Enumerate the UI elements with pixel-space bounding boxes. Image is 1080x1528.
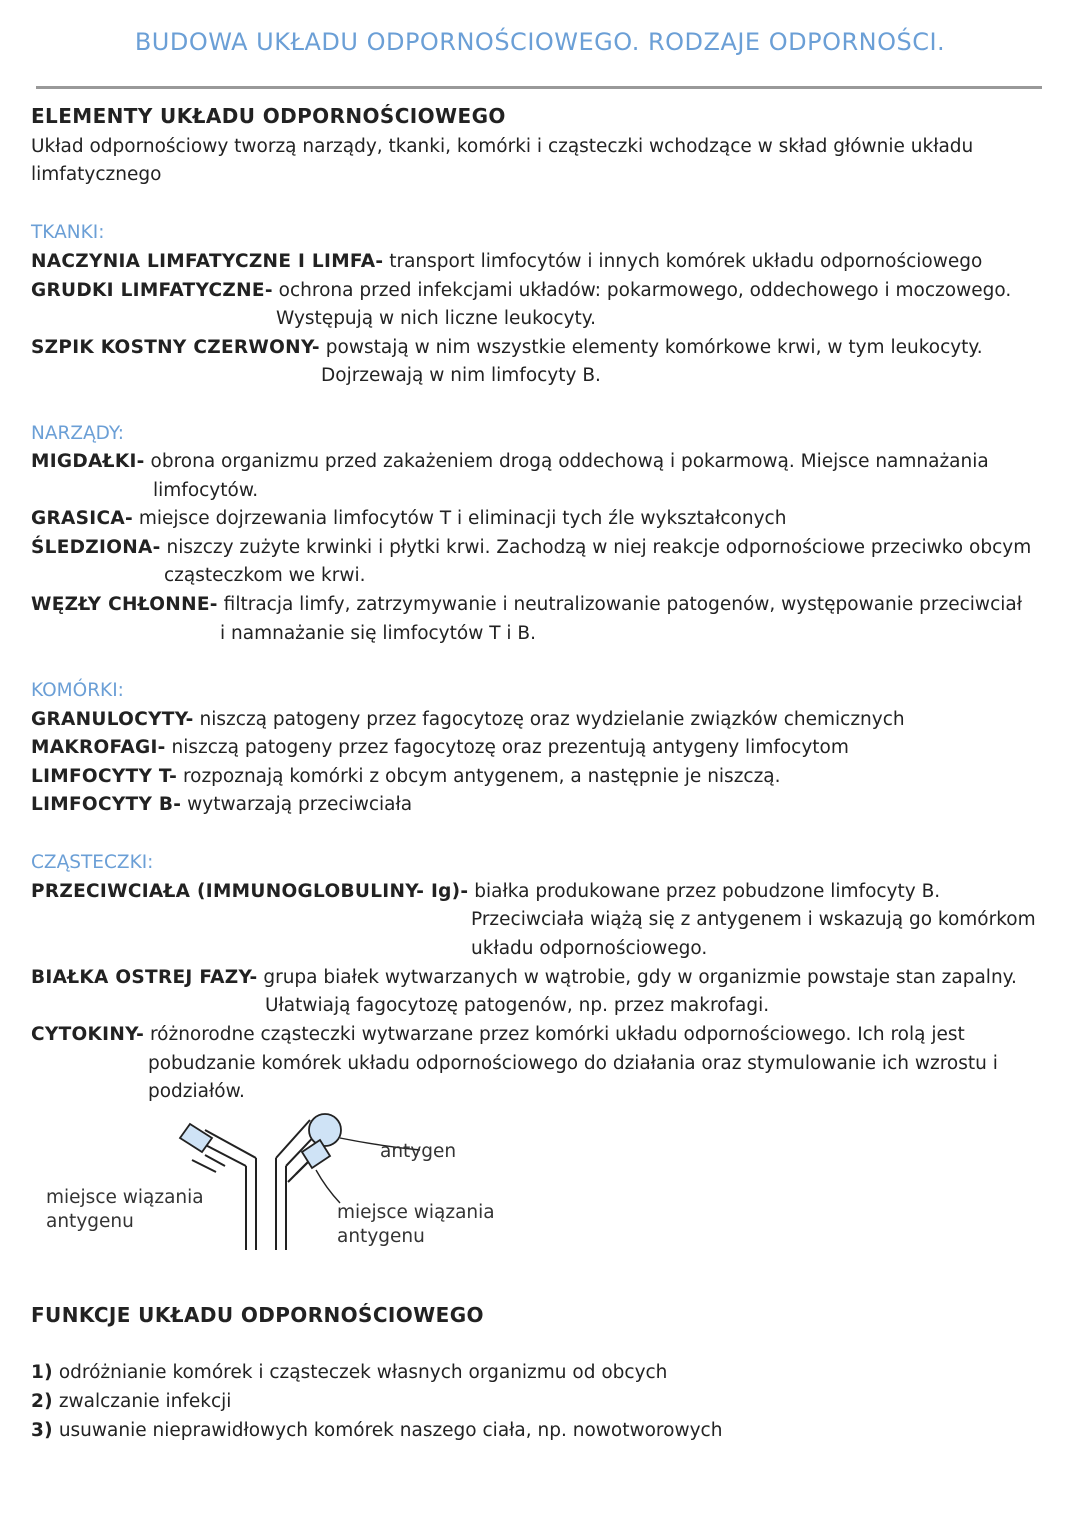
list-item — [31, 763, 781, 791]
intro-text-line-2: limfatycznego — [31, 164, 162, 185]
definition: grupa białek wytwarzanych w wątrobie, gdy w organizmie powstaje stan zapalny. — [257, 967, 1017, 988]
term: MAKROFAGI- — [31, 737, 166, 758]
term: BIAŁKA OSTREJ FAZY- — [31, 967, 258, 988]
term: SZPIK KOSTNY CZERWONY- — [31, 337, 320, 358]
definition-continuation: układu odpornościowego. — [471, 938, 708, 959]
list-item — [31, 734, 849, 762]
list-item — [31, 448, 989, 476]
category-label-komorki: KOMÓRKI: — [31, 680, 124, 701]
definition-continuation: Przeciwciała wiążą się z antygenem i wskazują go komórkom — [471, 909, 1036, 930]
term: GRASICA- — [31, 508, 133, 529]
list-item — [31, 706, 905, 734]
list-item — [31, 1417, 722, 1445]
binding-site-pointer-line — [316, 1170, 340, 1203]
definition: transport limfocytów i innych komórek układu odpornościowego — [383, 251, 983, 272]
list-item — [31, 277, 1011, 305]
title-divider — [36, 86, 1042, 89]
item-number: 3) — [31, 1420, 53, 1441]
item-text: odróżnianie komórek i cząsteczek własnych organizmu od obcych — [52, 1362, 668, 1383]
antigen-circle-top — [309, 1114, 341, 1146]
antibody-right-arm — [288, 1162, 308, 1182]
definition-continuation: i namnażanie się limfocytów T i B. — [220, 623, 536, 644]
definition-continuation: limfocytów. — [153, 480, 259, 501]
label-antigen: antygen — [380, 1141, 457, 1162]
item-text: usuwanie nieprawidłowych komórek naszego ciała, np. nowotworowych — [52, 1420, 723, 1441]
term: WĘZŁY CHŁONNE- — [31, 594, 218, 615]
label-binding-site-right-1: miejsce wiązania — [337, 1202, 495, 1223]
definition-continuation: podziałów. — [148, 1081, 245, 1102]
definition: filtracja limfy, zatrzymywanie i neutralizowanie patogenów, występowanie przeciwciał — [217, 594, 1022, 615]
list-item — [31, 964, 1017, 992]
list-item — [31, 534, 1031, 562]
term: MIGDAŁKI- — [31, 451, 145, 472]
definition: miejsce dojrzewania limfocytów T i eliminacji tych źle wykształconych — [132, 508, 787, 529]
category-label-tkanki: TKANKI: — [31, 222, 105, 243]
term: ŚLEDZIONA- — [31, 537, 161, 558]
definition-continuation: pobudzanie komórek układu odpornościowego do działania oraz stymulowanie ich wzrostu i — [148, 1053, 998, 1074]
label-binding-site-right-2: antygenu — [337, 1226, 425, 1247]
list-item — [31, 878, 940, 906]
definition-continuation: cząsteczkom we krwi. — [164, 565, 366, 586]
term: LIMFOCYTY B- — [31, 794, 182, 815]
label-binding-site-left-1: miejsce wiązania — [46, 1187, 204, 1208]
list-item — [31, 334, 983, 362]
definition: rozpoznają komórki z obcym antygenem, a następnie je niszczą. — [177, 766, 781, 787]
term: GRUDKI LIMFATYCZNE- — [31, 280, 273, 301]
definition-continuation: Dojrzewają w nim limfocyty B. — [321, 365, 601, 386]
section-heading-functions: FUNKCJE UKŁADU ODPORNOŚCIOWEGO — [31, 1303, 484, 1327]
item-number: 2) — [31, 1391, 53, 1412]
definition: powstają w nim wszystkie elementy komórkowe krwi, w tym leukocyty. — [319, 337, 983, 358]
definition-continuation: Ułatwiają fagocytozę patogenów, np. przez makrofagi. — [265, 995, 770, 1016]
term: LIMFOCYTY T- — [31, 766, 178, 787]
definition: niszczą patogeny przez fagocytozę oraz prezentują antygeny limfocytom — [165, 737, 849, 758]
list-item — [31, 1388, 231, 1416]
definition: białka produkowane przez pobudzone limfocyty B. — [468, 881, 941, 902]
definition: wytwarzają przeciwciała — [181, 794, 413, 815]
list-item — [31, 1021, 965, 1049]
list-item — [31, 248, 982, 276]
antibody-illustration — [40, 1108, 520, 1258]
label-binding-site-left-2: antygenu — [46, 1211, 134, 1232]
definition: różnorodne cząsteczki wytwarzane przez komórki układu odpornościowego. Ich rolą jest — [144, 1024, 965, 1045]
antibody-diagram — [40, 1108, 520, 1258]
item-text: zwalczanie infekcji — [52, 1391, 232, 1412]
list-item — [31, 791, 412, 819]
definition: niszczy zużyte krwinki i płytki krwi. Zachodzą w niej reakcje odpornościowe przeciwko obcym — [160, 537, 1032, 558]
antibody-left-arm — [205, 1130, 256, 1158]
binding-site-left — [180, 1124, 212, 1152]
term: NACZYNIA LIMFATYCZNE I LIMFA- — [31, 251, 384, 272]
section-heading-elements: ELEMENTY UKŁADU ODPORNOŚCIOWEGO — [31, 104, 506, 128]
definition: obrona organizmu przed zakażeniem drogą oddechową i pokarmową. Miejsce namnażania — [144, 451, 989, 472]
term: PRZECIWCIAŁA (IMMUNOGLOBULINY- Ig)- — [31, 881, 469, 902]
category-label-narzady: NARZĄDY: — [31, 423, 124, 444]
item-number: 1) — [31, 1362, 53, 1383]
definition: niszczą patogeny przez fagocytozę oraz wydzielanie związków chemicznych — [193, 709, 905, 730]
definition: ochrona przed infekcjami układów: pokarmowego, oddechowego i moczowego. — [272, 280, 1012, 301]
list-item — [31, 591, 1022, 619]
intro-text-line-1: Układ odpornościowy tworzą narządy, tkanki, komórki i cząsteczki wchodzące w skład głównie układu — [31, 136, 974, 157]
term: CYTOKINY- — [31, 1024, 145, 1045]
page-title: BUDOWA UKŁADU ODPORNOŚCIOWEGO. RODZAJE ODPORNOŚCI. — [134, 28, 946, 56]
antibody-left-arm — [205, 1155, 225, 1166]
antibody-left-arm — [192, 1160, 216, 1172]
list-item — [31, 505, 786, 533]
category-label-czasteczki: CZĄSTECZKI: — [31, 852, 154, 873]
term: GRANULOCYTY- — [31, 709, 194, 730]
definition-continuation: Występują w nich liczne leukocyty. — [276, 308, 597, 329]
list-item — [31, 1359, 667, 1387]
